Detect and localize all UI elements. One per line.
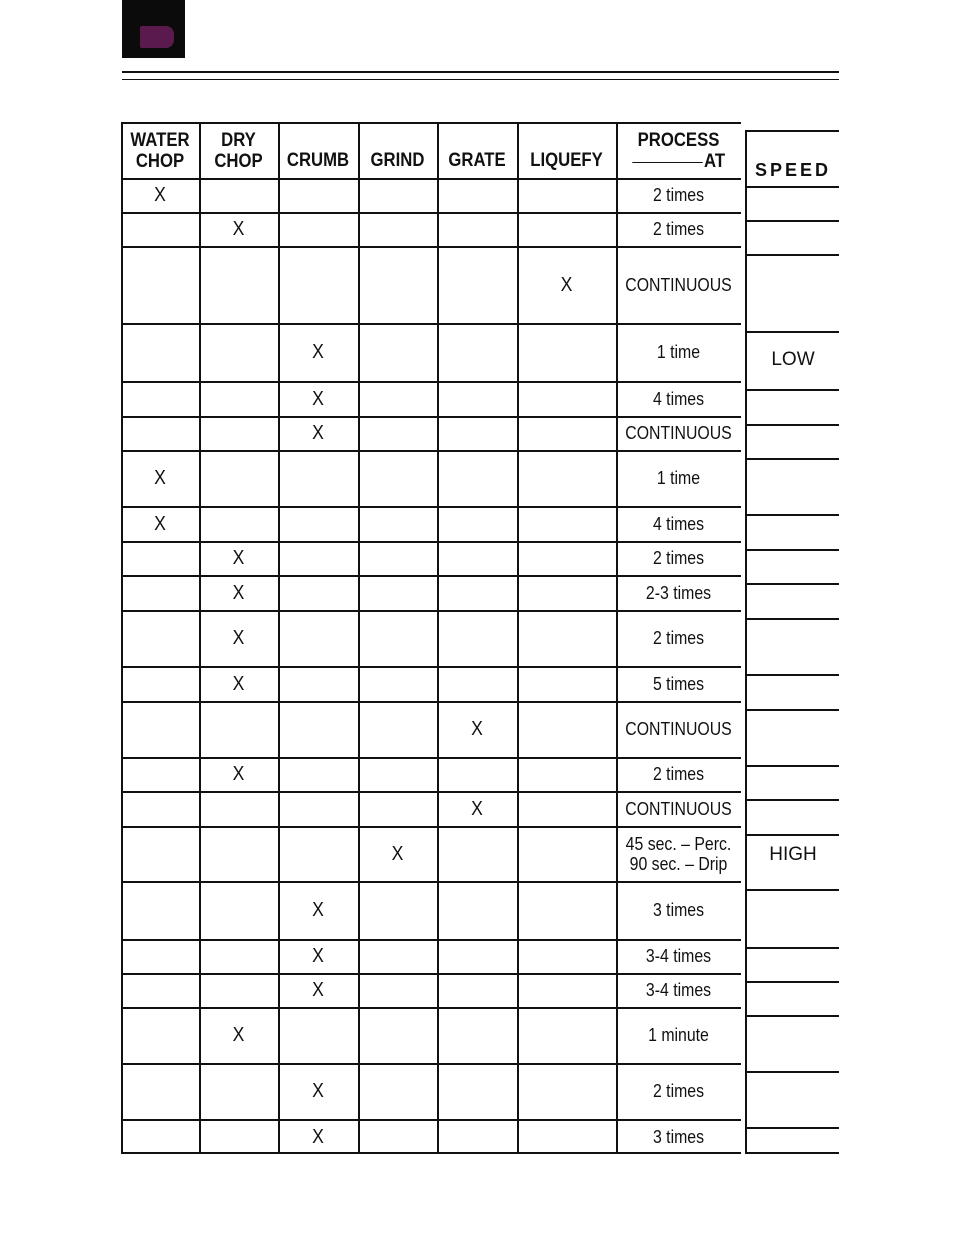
table-check-mark: X xyxy=(312,422,324,444)
table-process-cell xyxy=(624,610,734,666)
table-column-divider xyxy=(437,122,439,1154)
process-text: 90 sec. – Drip xyxy=(629,853,728,874)
process-text: 3 times xyxy=(652,900,705,920)
speed-row-divider xyxy=(745,618,839,620)
table-process-cell xyxy=(624,178,734,212)
process-text: CONTINUOUS xyxy=(625,719,732,739)
process-text: 2-3 times xyxy=(645,582,712,603)
header-process-at: PROCESS AT xyxy=(624,124,734,178)
header-rule xyxy=(122,71,839,73)
table-process-cell xyxy=(624,791,734,826)
speed-row-divider xyxy=(745,583,839,585)
speed-row-divider xyxy=(745,1127,839,1129)
table-process-cell xyxy=(624,701,734,757)
table-process-cell xyxy=(624,323,734,381)
process-text: 3-4 times xyxy=(645,946,712,966)
table-check-mark: X xyxy=(154,467,166,489)
table-process-cell xyxy=(624,416,734,450)
process-text: 3 times xyxy=(652,1126,705,1147)
header-crumb: CRUMB xyxy=(286,149,350,171)
table-check-mark: X xyxy=(560,273,573,296)
table-column-divider xyxy=(121,122,123,1154)
speed-row-divider xyxy=(745,1071,839,1073)
section-tab-marker xyxy=(122,0,185,58)
table-check-mark: X xyxy=(471,797,483,820)
speed-header: SPEED xyxy=(754,159,832,180)
speed-row-divider xyxy=(745,186,839,188)
process-text: 2 times xyxy=(652,548,705,568)
process-text: CONTINUOUS xyxy=(625,274,732,295)
speed-row-divider xyxy=(745,709,839,711)
header-dry-chop: DRY CHOP xyxy=(214,130,263,172)
speed-column xyxy=(745,130,839,1154)
table-check-mark: X xyxy=(232,218,245,240)
blank-fill-line xyxy=(632,162,702,163)
tab-marker-icon xyxy=(140,26,174,48)
table-process-cell xyxy=(624,1119,734,1154)
speed-row-divider xyxy=(745,424,839,426)
table-check-mark: X xyxy=(232,672,245,695)
table-process-cell xyxy=(624,881,734,939)
table-check-mark: X xyxy=(154,184,166,206)
table-process-cell xyxy=(624,826,734,881)
table-process-cell xyxy=(624,506,734,541)
speed-row-divider xyxy=(745,389,839,391)
table-check-mark: X xyxy=(232,763,245,785)
speed-row-divider xyxy=(745,331,839,333)
table-process-cell xyxy=(624,1063,734,1119)
speed-low: LOW xyxy=(771,349,815,370)
process-text: 1 time xyxy=(656,342,701,362)
speed-row-divider xyxy=(745,834,839,836)
speed-high: HIGH xyxy=(769,844,817,865)
process-text: 2 times xyxy=(652,219,705,239)
speed-row-divider xyxy=(745,1015,839,1017)
table-column-divider xyxy=(278,122,280,1154)
speed-row-divider xyxy=(745,130,839,132)
table-check-mark: X xyxy=(232,547,245,569)
table-column-divider xyxy=(199,122,201,1154)
table-column-divider xyxy=(616,122,618,1154)
table-check-mark: X xyxy=(471,718,483,740)
table-process-cell xyxy=(624,450,734,506)
table-process-cell xyxy=(624,666,734,701)
header-grate: GRATE xyxy=(448,149,506,171)
header-grind: GRIND xyxy=(370,149,425,171)
speed-row-divider xyxy=(745,674,839,676)
speed-row-divider xyxy=(745,254,839,256)
process-text: 4 times xyxy=(652,513,705,534)
table-process-cell xyxy=(624,973,734,1007)
table-process-cell xyxy=(624,381,734,416)
speed-row-divider xyxy=(745,1152,839,1154)
speed-row-divider xyxy=(745,514,839,516)
process-text: CONTINUOUS xyxy=(625,423,732,443)
table-process-cell xyxy=(624,575,734,610)
table-process-cell xyxy=(624,541,734,575)
header-water-chop: WATER CHOP xyxy=(130,130,190,172)
table-check-mark: X xyxy=(312,387,324,410)
table-check-mark: X xyxy=(312,1125,324,1148)
table-process-cell xyxy=(624,939,734,973)
table-process-cell xyxy=(624,1007,734,1063)
process-text: CONTINUOUS xyxy=(625,798,732,819)
processing-table xyxy=(121,122,741,1154)
table-process-cell xyxy=(624,212,734,246)
table-check-mark: X xyxy=(312,899,324,921)
speed-row-divider xyxy=(745,889,839,891)
speed-row-divider xyxy=(745,765,839,767)
header-rule-thin xyxy=(122,79,839,80)
table-process-cell xyxy=(624,757,734,791)
process-text: 1 time xyxy=(656,468,701,488)
table-column-divider xyxy=(358,122,360,1154)
process-text: 2 times xyxy=(652,1081,705,1101)
table-check-mark: X xyxy=(232,627,245,649)
table-check-mark: X xyxy=(312,945,324,967)
table-check-mark: X xyxy=(312,1080,324,1102)
table-check-mark: X xyxy=(312,341,324,363)
speed-row-divider xyxy=(745,981,839,983)
process-text: 2 times xyxy=(652,764,705,784)
process-text: 1 minute xyxy=(648,1025,709,1045)
process-text: 5 times xyxy=(652,673,705,694)
table-process-cell xyxy=(624,246,734,323)
table-check-mark: X xyxy=(232,1024,245,1046)
speed-row-divider xyxy=(745,799,839,801)
process-text: 45 sec. – Perc. xyxy=(625,833,732,854)
table-check-mark: X xyxy=(312,979,324,1001)
speed-column-border xyxy=(745,130,747,1154)
speed-row-divider xyxy=(745,458,839,460)
table-check-mark: X xyxy=(232,581,245,604)
process-text: 2 times xyxy=(652,185,705,205)
table-column-divider xyxy=(517,122,519,1154)
process-text: 2 times xyxy=(652,628,705,648)
speed-row-divider xyxy=(745,549,839,551)
speed-row-divider xyxy=(745,220,839,222)
process-text: 4 times xyxy=(652,388,705,409)
table-row-divider xyxy=(121,122,741,124)
header-liquefy: LIQUEFY xyxy=(530,149,603,171)
speed-row-divider xyxy=(745,947,839,949)
table-check-mark: X xyxy=(154,512,166,535)
table-check-mark: X xyxy=(391,842,404,865)
process-text: 3-4 times xyxy=(645,980,712,1000)
